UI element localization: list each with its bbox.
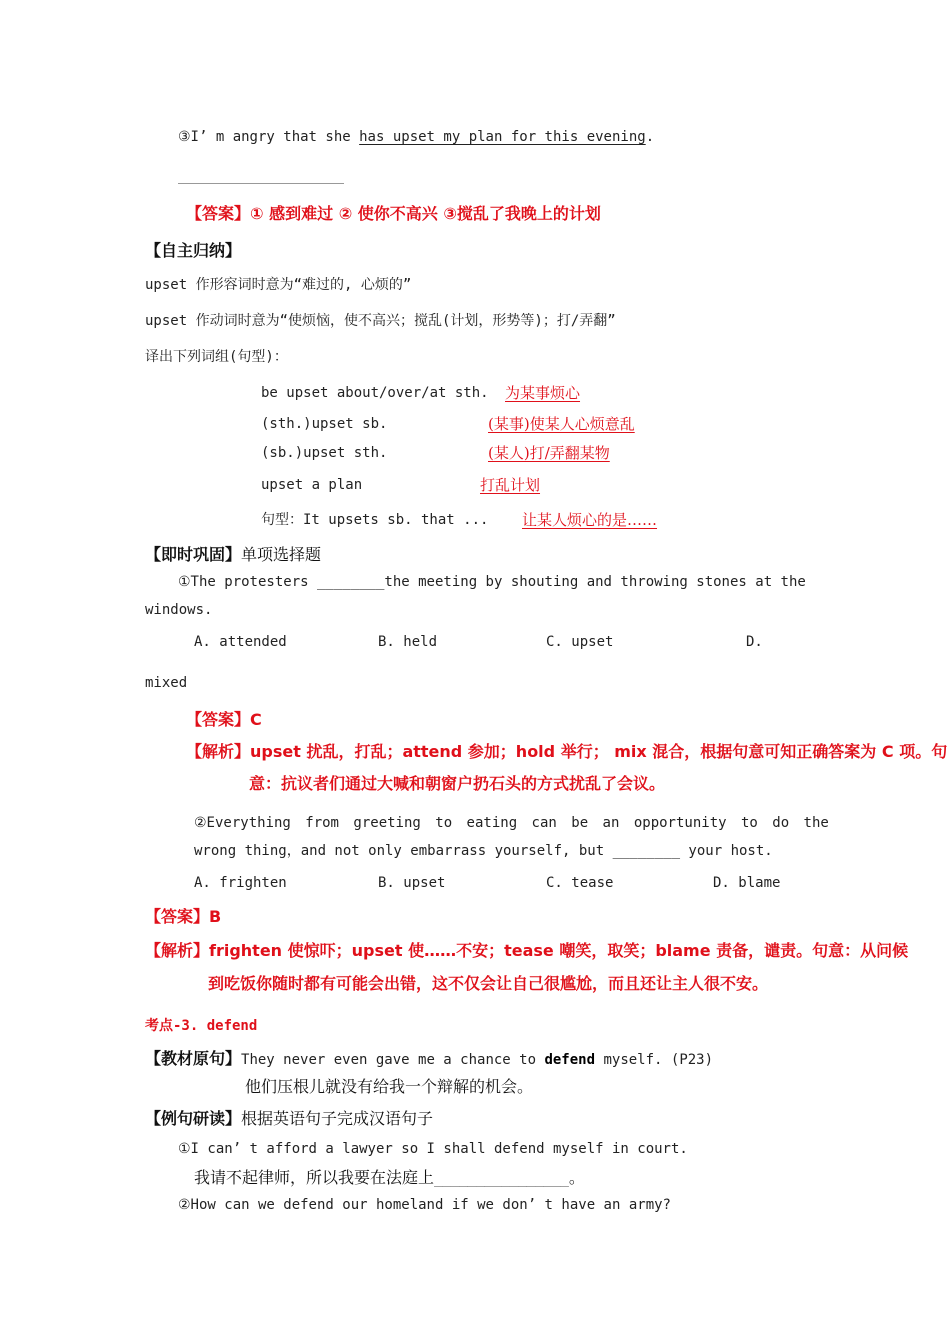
example-1-blank[interactable]: ________________	[434, 1171, 569, 1187]
phrase-en: (sb.)upset sth.	[261, 445, 388, 461]
q1-analysis-line-2: 意：抗议者们通过大喊和朝窗户扔石头的方式扰乱了会议。	[249, 774, 666, 793]
point-3-title: 考点-3. defend	[145, 1018, 258, 1034]
study-heading	[145, 1109, 433, 1128]
source-heading: 【教材原句】	[145, 1049, 242, 1068]
phrase-zh: (某人)打/弄翻某物	[488, 444, 610, 462]
q2-analysis-line-1: 【解析】frighten 使惊吓；upset 使……不安；tease 嘲笑，取笑；blame 责备，谴责。句意：从问候	[145, 941, 909, 960]
study-heading-tail: 根据英语句子完成汉语句子	[241, 1109, 434, 1128]
practice-heading	[145, 545, 321, 564]
q2-analysis-line-2: 到吃饭你随时都有可能会出错，这不仅会让自己很尴尬，而且还让主人很不安。	[208, 974, 769, 993]
answer-line-1: 【答案】① 感到难过 ② 使你不高兴 ③搅乱了我晚上的计划	[186, 204, 601, 223]
example-1-chinese	[194, 1168, 585, 1188]
q2-option-b: B. upset	[378, 875, 446, 891]
q1-option-b: B. held	[378, 634, 438, 650]
example-1-zh-post: 。	[568, 1168, 585, 1187]
practice-heading-tail: 单项选择题	[241, 545, 322, 564]
answer-blank-line	[178, 183, 344, 184]
q1-analysis-line-1: 【解析】upset 扰乱，打乱；attend 参加；hold 举行； mix 混合，根据句意可知正确答案为 C 项。句	[186, 742, 948, 761]
q1-option-c: C. upset	[546, 634, 614, 650]
example-1-zh-pre: 我请不起律师，所以我要在法庭上	[194, 1168, 435, 1187]
exercise-item-3	[178, 129, 654, 146]
source-pre: They never even gave me a chance to	[241, 1052, 545, 1068]
phrase-zh: 让某人烦心的是……	[522, 511, 658, 529]
phrase-en: 句型：It upsets sb. that ...	[261, 512, 489, 528]
translate-prompt: 译出下列词组(句型)：	[145, 349, 288, 365]
study-heading-label: 【例句研读】	[145, 1109, 242, 1128]
phrase-en: be upset about/over/at sth.	[261, 385, 489, 401]
source-translation: 他们压根儿就没有给我一个辩解的机会。	[245, 1077, 534, 1096]
q2-option-c: C. tease	[546, 875, 614, 891]
question-1-line-1: ①The protesters ________the meeting by shouting and throwing stones at the	[178, 574, 806, 590]
example-2-english: ②How can we defend our homeland if we don’ t have an army?	[178, 1197, 671, 1213]
phrase-zh: (某事)使某人心烦意乱	[488, 415, 635, 433]
adj-meaning: upset 作形容词时意为“难过的, 心烦的”	[145, 277, 412, 293]
question-1-line-2: windows.	[145, 602, 213, 618]
summary-heading: 【自主归纳】	[145, 241, 242, 260]
q1-option-d: D.	[746, 634, 763, 650]
phrase-en: upset a plan	[261, 477, 363, 493]
q1-answer: 【答案】C	[186, 710, 262, 729]
phrase-en: (sth.)upset sb.	[261, 416, 388, 432]
q2-option-d: D. blame	[713, 875, 781, 891]
q1-option-a: A. attended	[194, 634, 287, 650]
q2-answer: 【答案】B	[145, 907, 222, 926]
q2-option-a: A. frighten	[194, 875, 287, 891]
phrase-zh: 打乱计划	[480, 476, 541, 494]
item3-prefix: ③I’ m angry that she	[178, 129, 360, 145]
q1-option-d-text: mixed	[145, 675, 188, 691]
question-2-line-2: wrong thing，and not only embarrass yourself, but ________ your host.	[194, 843, 773, 859]
item3-suffix: .	[645, 129, 655, 145]
source-post: myself. (P23)	[595, 1052, 714, 1068]
practice-heading-label: 【即时巩固】	[145, 545, 242, 564]
phrase-zh: 为某事烦心	[505, 384, 581, 402]
item3-underlined: has upset my plan for this evening	[359, 129, 646, 145]
verb-meaning: upset 作动词时意为“使烦恼，使不高兴；搅乱(计划，形势等)；打/弄翻”	[145, 313, 616, 329]
source-sentence	[145, 1049, 713, 1069]
question-2-line-1: ②Everything from greeting to eating can be an opportunity to do the	[194, 815, 829, 831]
example-1-english: ①I can’ t afford a lawyer so I shall defend myself in court.	[178, 1141, 688, 1157]
source-keyword: defend	[544, 1052, 596, 1068]
